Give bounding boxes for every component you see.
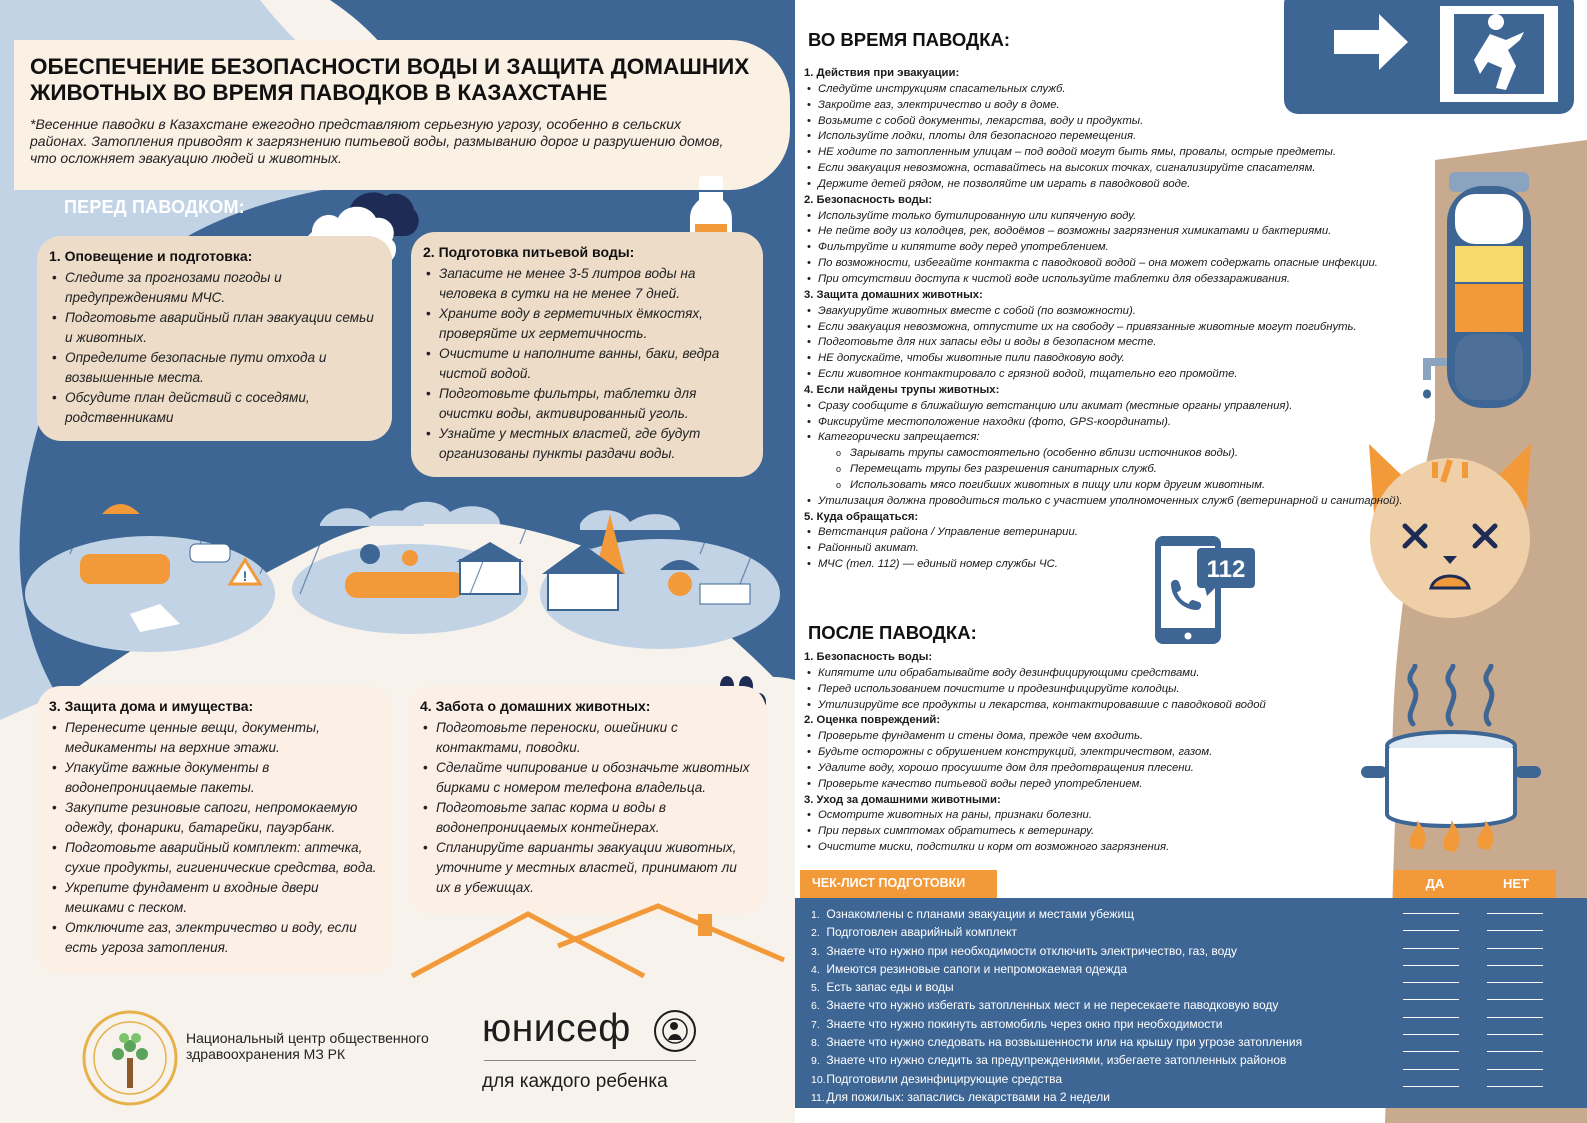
unicef-logo-text: юнисеф xyxy=(482,1007,631,1050)
warning-sign-mark: ! xyxy=(242,568,248,584)
checklist-item-text: Подготовлен аварийный комплект xyxy=(826,925,1017,940)
section-heading: 2. Оценка повреждений: xyxy=(804,714,941,727)
house-roof-icon xyxy=(408,900,788,980)
checklist-item xyxy=(811,943,1371,961)
checklist-item-text: Знаете что нужно покинуть автомобиль через окно при необходимости xyxy=(826,1016,1223,1031)
list-item: • Обсудите план действий с соседями, родственниками xyxy=(49,388,380,428)
checklist-item xyxy=(811,979,1371,997)
list-item: • Проверьте качество питьевой воды перед употреблением. xyxy=(804,777,1464,793)
list-item: • Закройте газ, электричество и воду в доме. xyxy=(804,98,1464,114)
checklist-title: ЧЕК-ЛИСТ ПОДГОТОВКИ xyxy=(800,870,997,898)
sub-list-item: o Зарывать трупы самостоятельно (особенно вблизи источников воды). xyxy=(804,446,1464,462)
list-item: • Определите безопасные пути отхода и возвышенные места. xyxy=(49,348,380,388)
list-item: • Закупите резиновые сапоги, непромокаемую одежду, фонарики, батарейки, пауэрбанк. xyxy=(49,798,381,838)
before-flood-title: ПЕРЕД ПАВОДКОМ: xyxy=(64,197,245,217)
answer-line-yes[interactable] xyxy=(1403,1051,1459,1052)
list-item: • Фильтруйте и кипятите воду перед употреблением. xyxy=(804,240,1464,256)
list-item: • МЧС (тел. 112) — единый номер службы ЧС. xyxy=(804,557,1464,573)
list-item: • Сделайте чипирование и обозначьте животных бирками с номером телефона владельца. xyxy=(420,758,754,798)
answer-line-yes[interactable] xyxy=(1403,1034,1459,1035)
checklist-item-number: 4. xyxy=(811,963,820,976)
checklist-no-header: НЕТ xyxy=(1476,870,1556,898)
checklist-item-text: Имеются резиновые сапоги и непромокаемая одежда xyxy=(826,961,1128,976)
checklist-item-text: Знаете что нужно следовать на возвышенности или на крышу при угрозе затопления xyxy=(826,1035,1303,1050)
answer-line-yes[interactable] xyxy=(1403,930,1459,931)
answer-line-yes[interactable] xyxy=(1403,1086,1459,1087)
flood-illustration xyxy=(20,484,780,664)
list-item: • Удалите воду, хорошо просушите дом для предотвращения плесени. xyxy=(804,761,1464,777)
list-item: • Очистите и наполните ванны, баки, ведра чистой водой. xyxy=(423,344,751,384)
section-heading: 2. Безопасность воды: xyxy=(804,193,933,206)
checklist-item-number: 5. xyxy=(811,982,820,995)
list-item: • Осмотрите животных на раны, признаки болезни. xyxy=(804,808,1464,824)
list-item: • Перенесите ценные вещи, документы, медикаменты на верхние этажи. xyxy=(49,718,381,758)
list-item: • При отсутствии доступа к чистой воде используйте таблетки для обеззараживания. xyxy=(804,272,1464,288)
answer-line-no[interactable] xyxy=(1487,1051,1543,1052)
list-item: • Держите детей рядом, не позволяйте им играть в паводковой воде. xyxy=(804,177,1464,193)
checklist-item-text: Подготовили дезинфицирующие средства xyxy=(826,1071,1063,1086)
checklist-items xyxy=(811,906,1371,1107)
card-drinking-water xyxy=(411,232,763,477)
answer-line-yes[interactable] xyxy=(1403,913,1459,914)
list-item: • Районный акимат. xyxy=(804,541,1464,557)
section-heading: 5. Куда обращаться: xyxy=(804,510,919,523)
checklist-item-number: 9. xyxy=(811,1055,820,1068)
section-heading: 3. Уход за домашними животными: xyxy=(804,793,1001,806)
list-item: • Подготовьте для них запасы еды и воды в безопасном месте. xyxy=(804,335,1464,351)
answer-line-no[interactable] xyxy=(1487,913,1543,914)
checklist-item xyxy=(811,1071,1371,1089)
list-item: • НЕ допускайте, чтобы животные пили паводковую воду. xyxy=(804,351,1464,367)
answer-line-no[interactable] xyxy=(1487,1017,1543,1018)
list-item: • НЕ ходите по затопленным улицам – под водой могут быть ямы, провалы, острые предметы. xyxy=(804,145,1464,161)
sub-list-item: o Использовать мясо погибших животных в пищу или корм другим животным. xyxy=(804,478,1464,494)
list-item: • Используйте только бутилированную или кипяченую воду. xyxy=(804,209,1464,225)
list-item: • Следите за прогнозами погоды и предупреждениями МЧС. xyxy=(49,268,380,308)
page-title: ОБЕСПЕЧЕНИЕ БЕЗОПАСНОСТИ ВОДЫ И ЗАЩИТА ДОМАШНИХ ЖИВОТНЫХ ВО ВРЕМЯ ПАВОДКОВ В КАЗАХСТАНЕ xyxy=(30,54,750,105)
card-pet-care xyxy=(408,686,766,914)
list-item: • Если эвакуация невозможна, отпустите их на свободу – привязанные животные могут погибнуть. xyxy=(804,320,1464,336)
checklist-item xyxy=(811,906,1371,924)
list-item: • По возможности, избегайте контакта с паводковой водой – она может содержать опасные инфекции. xyxy=(804,256,1464,272)
card-title: 4. Забота о домашних животных: xyxy=(420,698,651,714)
checklist-item xyxy=(811,1016,1371,1034)
list-item: • Перед использованием почистите и продезинфицируйте колодцы. xyxy=(804,682,1464,698)
checklist-item xyxy=(811,924,1371,942)
list-item: • Укрепите фундамент и входные двери мешками с песком. xyxy=(49,878,381,918)
list-item: • Будьте осторожны с обрушением конструкций, электричеством, газом. xyxy=(804,745,1464,761)
section-heading: 1. Безопасность воды: xyxy=(804,651,933,663)
sub-list-item: o Перемещать трупы без разрешения санитарных служб. xyxy=(804,462,1464,478)
checklist-item-number: 11. xyxy=(811,1091,825,1104)
answer-line-yes[interactable] xyxy=(1403,999,1459,1000)
answer-line-no[interactable] xyxy=(1487,1034,1543,1035)
during-flood-list xyxy=(804,66,1464,573)
section-heading: 1. Действия при эвакуации: xyxy=(804,67,960,79)
card-title: 1. Оповещение и подготовка: xyxy=(49,248,253,264)
list-item: • Эвакуируйте животных вместе с собой (по возможности). xyxy=(804,304,1464,320)
checklist-answer-lines xyxy=(1403,913,1459,1103)
list-item: • Сразу сообщите в ближайшую ветстанцию или акимат (местные органы управления). xyxy=(804,399,1464,415)
unicef-divider xyxy=(484,1060,696,1061)
list-item: • Запасите не менее 3-5 литров воды на человека в сутки на не менее 7 дней. xyxy=(423,264,751,304)
checklist-item xyxy=(811,1089,1371,1107)
list-item: • Подготовьте фильтры, таблетки для очистки воды, активированный уголь. xyxy=(423,384,751,424)
checklist-item-number: 1. xyxy=(811,909,820,921)
checklist-item-text: Для пожилых: запаслись лекарствами на 2 недели xyxy=(826,1089,1110,1104)
after-flood-list xyxy=(804,650,1464,856)
checklist-item-text: Знаете что нужно следить за предупреждениями, избегаете затопленных районов xyxy=(826,1053,1287,1068)
checklist-item-number: 3. xyxy=(811,945,820,958)
list-item: • Категорически запрещается: xyxy=(804,430,1464,446)
health-center-emblem xyxy=(80,1008,180,1108)
checklist-item-text: Ознакомлены с планами эвакуации и местами убежищ xyxy=(826,907,1135,921)
list-item: • Подготовьте аварийный план эвакуации семьи и животных. xyxy=(49,308,380,348)
list-item: • Отключите газ, электричество и воду, если есть угроза затопления. xyxy=(49,918,381,958)
list-item: • Утилизируйте все продукты и лекарства, контактировавшие с паводковой водой xyxy=(804,698,1464,714)
list-item: • Ветстанция района / Управление ветеринарии. xyxy=(804,525,1464,541)
list-item: • Не пейте воду из колодцев, рек, водоёмов – возможны загрязнения химикатами и бактериями. xyxy=(804,224,1464,240)
checklist-item-number: 10. xyxy=(811,1073,826,1086)
checklist-yes-header: ДА xyxy=(1394,870,1476,898)
list-item: • Следуйте инструкциям спасательных служб. xyxy=(804,82,1464,98)
during-flood-title: ВО ВРЕМЯ ПАВОДКА: xyxy=(808,29,1011,50)
section-heading: 3. Защита домашних животных: xyxy=(804,288,983,301)
list-item: • При первых симптомах обратитесь к ветеринару. xyxy=(804,824,1464,840)
list-item: • Возьмите с собой документы, лекарства, воду и продукты. xyxy=(804,114,1464,130)
checklist-item-text: Знаете что нужно при необходимости отключить электричество, газ, воду xyxy=(826,943,1238,958)
list-item: • Фиксируйте местоположение находки (фото, GPS-координаты). xyxy=(804,415,1464,431)
checklist-item xyxy=(811,997,1371,1015)
checklist-item xyxy=(811,1034,1371,1052)
health-center-name: Национальный центр общественного здравоохранения МЗ РК xyxy=(186,1030,429,1062)
list-item: • Если животное контактировало с грязной водой, тщательно его промойте. xyxy=(804,367,1464,383)
list-item: • Проверьте фундамент и стены дома, прежде чем входить. xyxy=(804,729,1464,745)
checklist-item-number: 6. xyxy=(811,1000,820,1013)
answer-line-no[interactable] xyxy=(1487,930,1543,931)
list-item: • Подготовьте переноски, ошейники с контактами, поводки. xyxy=(420,718,754,758)
answer-line-no[interactable] xyxy=(1487,948,1543,949)
section-heading: 4. Если найдены трупы животных: xyxy=(804,383,1000,396)
intro-text: *Весенние паводки в Казахстане ежегодно представляют серьезную угрозу, особенно в сельских районах. Затопления приводят к загрязнению питьевой воды, размыванию дорог и разрушению домов, что осложняет эвакуацию людей и животных. xyxy=(30,116,724,166)
card-title: 2. Подготовка питьевой воды: xyxy=(423,244,635,260)
answer-line-yes[interactable] xyxy=(1403,1017,1459,1018)
list-item: • Подготовьте аварийный комплект: аптечка, сухие продукты, гигиенические средства, вода. xyxy=(49,838,381,878)
card-home-protection xyxy=(37,686,393,974)
answer-line-no[interactable] xyxy=(1487,982,1543,983)
checklist-item-text: Знаете что нужно избегать затопленных мест и не пересекаете паводковую воду xyxy=(826,998,1279,1013)
card-alert-preparation xyxy=(37,236,392,441)
answer-line-yes[interactable] xyxy=(1403,965,1459,966)
list-item: • Храните воду в герметичных ёмкостях, проверяйте их герметичность. xyxy=(423,304,751,344)
answer-line-no[interactable] xyxy=(1487,999,1543,1000)
card-title: 3. Защита дома и имущества: xyxy=(49,698,254,714)
checklist-item-number: 2. xyxy=(811,927,820,940)
list-item: • Кипятите или обрабатывайте воду дезинфицирующими средствами. xyxy=(804,666,1464,682)
checklist-item-number: 8. xyxy=(811,1037,820,1050)
answer-line-no[interactable] xyxy=(1487,1069,1543,1070)
list-item: • Очистите миски, подстилки и корм от возможного загрязнения. xyxy=(804,840,1464,856)
answer-line-no[interactable] xyxy=(1487,965,1543,966)
list-item: • Спланируйте варианты эвакуации животных, уточните у местных властей, принимают ли их в убежищах. xyxy=(420,838,754,898)
list-item: • Подготовьте запас корма и воды в водонепроницаемых контейнерах. xyxy=(420,798,754,838)
answer-line-yes[interactable] xyxy=(1403,1069,1459,1070)
checklist-item xyxy=(811,961,1371,979)
list-item: • Упакуйте важные документы в водонепроницаемые пакеты. xyxy=(49,758,381,798)
list-item: • Узнайте у местных властей, где будут организованы пункты раздачи воды. xyxy=(423,424,751,464)
phone-number-label: 112 xyxy=(1206,556,1246,583)
list-item: • Если эвакуация невозможна, оставайтесь на высоких точках, сигнализируйте спасателям. xyxy=(804,161,1464,177)
answer-line-yes[interactable] xyxy=(1403,982,1459,983)
after-flood-title: ПОСЛЕ ПАВОДКА: xyxy=(808,622,977,643)
list-item: • Используйте лодки, плоты для безопасного перемещения. xyxy=(804,129,1464,145)
unicef-emblem-icon xyxy=(652,1008,698,1054)
checklist-item xyxy=(811,1052,1371,1070)
checklist-item-number: 7. xyxy=(811,1018,820,1031)
list-item: • Утилизация должна проводиться только с участием уполномоченных служб (ветеринарной и санитарной). xyxy=(804,494,1464,510)
checklist-item-text: Есть запас еды и воды xyxy=(826,980,954,995)
answer-line-yes[interactable] xyxy=(1403,948,1459,949)
right-page xyxy=(795,0,1587,1123)
answer-line-no[interactable] xyxy=(1487,1086,1543,1087)
unicef-tagline: для каждого ребенка xyxy=(482,1071,668,1092)
